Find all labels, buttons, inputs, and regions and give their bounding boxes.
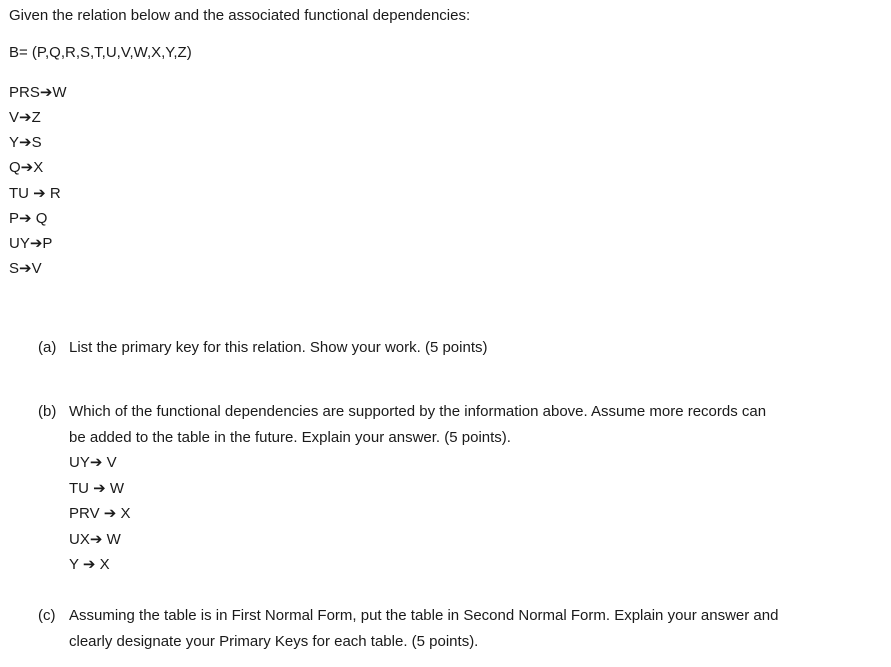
- dependency-item: V➔Z: [9, 109, 41, 126]
- dependency-item: Q➔X: [9, 159, 44, 176]
- dependency-item: S➔V: [9, 260, 42, 277]
- option-item: PRV ➔ X: [69, 505, 131, 522]
- question-c-label: (c): [38, 607, 56, 624]
- dependency-item: Y➔S: [9, 134, 42, 151]
- question-b-text-line1: Which of the functional dependencies are supported by the information above. Assume more records can: [69, 403, 767, 420]
- option-item: UX➔ W: [69, 531, 121, 548]
- dependency-item: PRS➔W: [9, 84, 67, 101]
- dependency-item: UY➔P: [9, 235, 53, 252]
- option-item: TU ➔ W: [69, 480, 125, 497]
- question-a-text: List the primary key for this relation. Show your work. (5 points): [69, 339, 488, 356]
- option-item: UY➔ V: [69, 454, 117, 471]
- question-a-label: (a): [38, 339, 57, 356]
- question-c-text-line1: Assuming the table is in First Normal Form, put the table in Second Normal Form. Explain your answer and: [69, 607, 779, 624]
- intro-text: Given the relation below and the associated functional dependencies:: [9, 7, 471, 24]
- question-b-text-line2: be added to the table in the future. Explain your answer. (5 points).: [69, 429, 511, 446]
- relation-definition: B= (P,Q,R,S,T,U,V,W,X,Y,Z): [9, 44, 192, 61]
- dependency-item: P➔ Q: [9, 210, 48, 227]
- question-b-label: (b): [38, 403, 57, 420]
- option-item: Y ➔ X: [69, 556, 110, 573]
- dependency-item: TU ➔ R: [9, 185, 61, 202]
- question-c-text-line2: clearly designate your Primary Keys for each table. (5 points).: [69, 633, 479, 650]
